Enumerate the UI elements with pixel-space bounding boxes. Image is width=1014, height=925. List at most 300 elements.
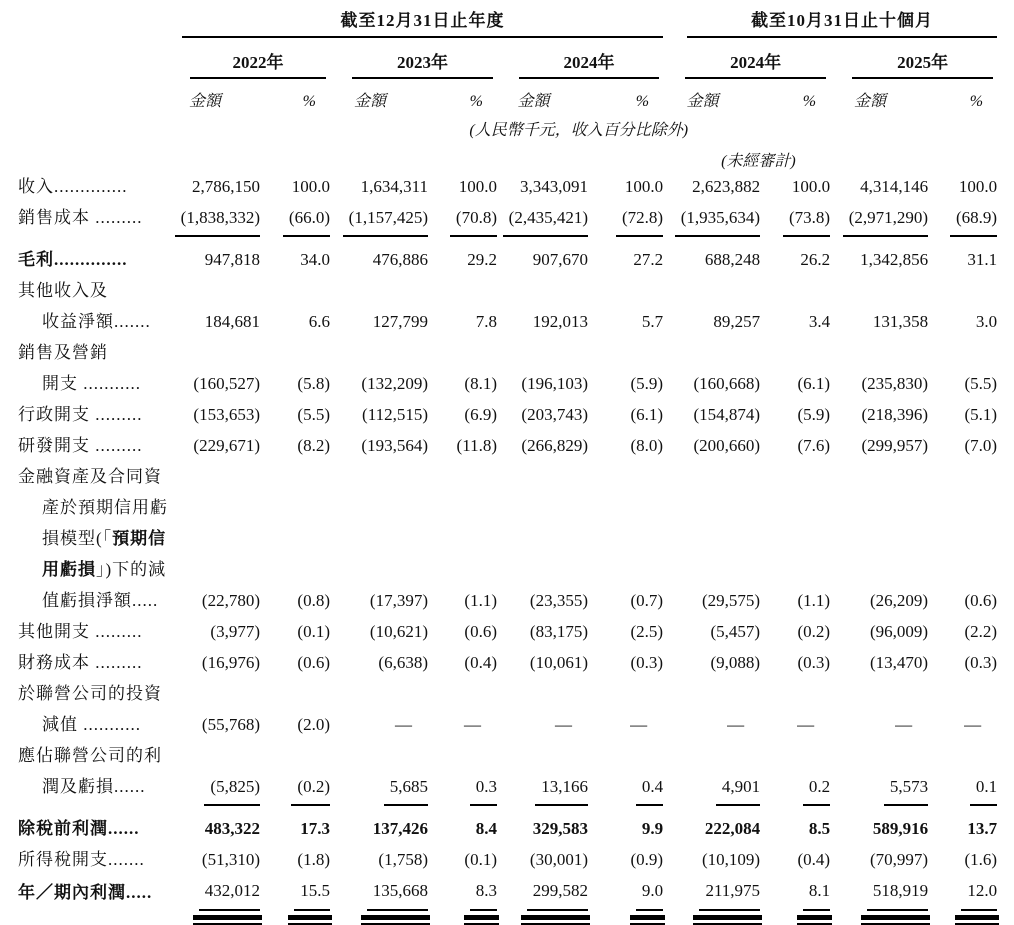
value-cell [928, 430, 997, 461]
value-cell [168, 202, 260, 237]
value: (1,935,634) [675, 202, 760, 237]
value: (96,009) [869, 622, 929, 641]
value-cell [663, 806, 760, 844]
value: (6,638) [378, 653, 428, 672]
value-cell [168, 275, 260, 337]
value: (72.8) [616, 202, 663, 237]
value-cell [497, 875, 588, 925]
value: 3.0 [975, 312, 998, 331]
value-cell [497, 399, 588, 430]
value: (0.4) [464, 653, 497, 672]
row-label-line: 產於預期信用虧 [42, 498, 168, 517]
value-cell [663, 275, 760, 337]
value-cell [330, 740, 428, 806]
value: (153,653) [193, 405, 260, 424]
year-label: 2024年 [519, 38, 659, 79]
value: (0.6) [964, 591, 998, 610]
row-label-line: 應佔聯營公司的利 [18, 746, 162, 765]
percent-column-header: % [469, 93, 483, 110]
value: 1,634,311 [360, 177, 428, 196]
value-cell [330, 275, 428, 337]
value-cell [588, 171, 663, 202]
row-label-line: 銷售成本 ......... [18, 208, 143, 227]
value-cell [330, 337, 428, 399]
value: 907,670 [532, 250, 588, 269]
value: (68.9) [950, 202, 997, 237]
value: (0.1) [464, 850, 497, 869]
value-cell [497, 202, 588, 237]
value-cell [928, 399, 997, 430]
value: (0.4) [797, 850, 831, 869]
row-label-line: 財務成本 ......... [18, 653, 143, 672]
value-cell [588, 740, 663, 806]
value: 5,685 [384, 771, 428, 806]
value: 222,084 [704, 819, 761, 838]
table-row [0, 616, 997, 647]
value: 100.0 [291, 177, 330, 196]
value: 184,681 [204, 312, 260, 331]
row-label-line: 其他收入及 [18, 281, 108, 300]
value: (0.3) [964, 653, 998, 672]
value: (7.6) [797, 436, 831, 455]
value: 476,886 [372, 250, 428, 269]
value: 89,257 [713, 312, 761, 331]
year-header [663, 38, 830, 79]
value-cell [260, 399, 330, 430]
value-cell [663, 202, 760, 237]
value-cell [663, 461, 760, 616]
value-cell [830, 399, 928, 430]
value-cell [168, 171, 260, 202]
amount-column-header: 金額 [188, 93, 221, 110]
value: 589,916 [872, 819, 929, 838]
value-cell [830, 740, 928, 806]
value: 483,322 [204, 819, 260, 838]
value-cell [428, 875, 497, 925]
value-cell [168, 616, 260, 647]
value: (229,671) [193, 436, 260, 455]
total-value [294, 875, 330, 925]
row-label [0, 616, 168, 647]
group-header-ten-months [663, 6, 997, 38]
value-cell [168, 844, 260, 875]
value: (0.2) [797, 622, 831, 641]
value: 100.0 [624, 177, 664, 196]
unaudited-note-cell [663, 140, 997, 171]
row-label-line: 潤及虧損...... [42, 777, 146, 796]
table-row [0, 740, 997, 806]
value: (2.0) [297, 715, 330, 734]
value-cell [588, 237, 663, 275]
value-cell [663, 844, 760, 875]
value: (5.8) [297, 374, 330, 393]
value-cell [588, 875, 663, 925]
value: (200,660) [693, 436, 761, 455]
value: (7.0) [964, 436, 998, 455]
value-cell [168, 430, 260, 461]
header-spacer [0, 6, 168, 38]
value: (83,175) [529, 622, 588, 641]
value-cell [260, 806, 330, 844]
row-label-line: 金融資產及合同資 [18, 467, 162, 486]
value: 131,358 [872, 312, 929, 331]
value: 4,901 [716, 771, 760, 806]
percent-column-header: % [635, 93, 650, 110]
value-cell [260, 275, 330, 337]
row-label-line: 收入.............. [18, 177, 128, 196]
value: 29.2 [467, 250, 497, 269]
value: (66.0) [283, 202, 330, 237]
value: (266,829) [521, 436, 588, 455]
value-cell [760, 202, 830, 237]
table-row [0, 430, 997, 461]
value: 211,975 [699, 875, 760, 911]
value: (235,830) [861, 374, 929, 393]
value: (23,355) [529, 591, 588, 610]
row-label-line: 用虧損」)下的減 [42, 560, 167, 579]
row-label-line: 除稅前利潤...... [18, 819, 140, 838]
value-cell [760, 275, 830, 337]
value: (0.6) [297, 653, 330, 672]
value-cell [588, 616, 663, 647]
value: (160,668) [693, 374, 761, 393]
value-cell [260, 337, 330, 399]
value: (6.1) [797, 374, 831, 393]
value-cell [760, 430, 830, 461]
value-cell [497, 740, 588, 806]
nil-dash: — [797, 715, 815, 734]
row-label [0, 275, 168, 337]
header-spacer [0, 140, 663, 171]
value: 31.1 [967, 250, 998, 269]
table-row [0, 399, 997, 430]
value: 947,818 [204, 250, 260, 269]
value-cell [260, 647, 330, 678]
value-cell [588, 399, 663, 430]
value-cell [428, 202, 497, 237]
value-cell [588, 806, 663, 844]
value-cell [588, 844, 663, 875]
value: 0.3 [470, 771, 497, 806]
row-label-line: 收益淨額....... [42, 312, 151, 331]
value: (9,088) [710, 653, 761, 672]
value-cell [168, 678, 260, 740]
value: (3,977) [210, 622, 260, 641]
value: 3.4 [808, 312, 831, 331]
value-cell [663, 337, 760, 399]
value: (29,575) [701, 591, 761, 610]
header-row-years [0, 38, 997, 79]
value-cell [330, 678, 428, 740]
value-cell [760, 399, 830, 430]
value-cell [830, 844, 928, 875]
row-label [0, 430, 168, 461]
nil-dash: — [464, 715, 481, 734]
value: (5,457) [710, 622, 761, 641]
row-label [0, 844, 168, 875]
value: 518,919 [867, 875, 928, 911]
row-label-line: 損模型(「預期信 [42, 529, 167, 548]
table-body [0, 171, 997, 925]
year-label: 2023年 [352, 38, 493, 79]
value-cell [330, 616, 428, 647]
row-label-line: 其他開支 ......... [18, 622, 143, 641]
value-cell [428, 844, 497, 875]
value-cell [928, 740, 997, 806]
value: (73.8) [783, 202, 830, 237]
total-value [367, 875, 428, 925]
value: (5.1) [964, 405, 998, 424]
header-row-note [0, 111, 997, 140]
value-cell [830, 647, 928, 678]
value: (0.7) [630, 591, 664, 610]
value-cell [497, 678, 588, 740]
value-cell [830, 875, 928, 925]
value-cell [168, 806, 260, 844]
value: 8.1 [803, 875, 830, 911]
value-cell [168, 237, 260, 275]
table-row [0, 806, 997, 844]
value-cell [497, 806, 588, 844]
year-header [497, 38, 663, 79]
value: (132,209) [361, 374, 428, 393]
value: (299,957) [861, 436, 929, 455]
percent-column-header: % [802, 93, 817, 110]
row-label [0, 461, 168, 616]
value-cell [330, 430, 428, 461]
year-label: 2022年 [190, 38, 326, 79]
total-value [636, 875, 663, 925]
value-cell [330, 171, 428, 202]
value: 100.0 [458, 177, 497, 196]
percent-column-header: % [302, 93, 316, 110]
value: 8.5 [808, 819, 831, 838]
value-cell [663, 875, 760, 925]
value-cell [497, 616, 588, 647]
value: (0.6) [464, 622, 497, 641]
value-cell [428, 275, 497, 337]
value: (2.5) [630, 622, 664, 641]
value: 9.9 [641, 819, 664, 838]
value-cell [830, 202, 928, 237]
value: 4,314,146 [860, 177, 929, 196]
value-cell [260, 740, 330, 806]
value-cell [428, 430, 497, 461]
nil-dash: — [555, 715, 572, 734]
value: (5.9) [797, 405, 831, 424]
year-label: 2024年 [685, 38, 826, 79]
header-row-unaudited [0, 140, 997, 171]
value-cell [663, 647, 760, 678]
value-cell [330, 237, 428, 275]
value-cell [928, 875, 997, 925]
value-cell [168, 399, 260, 430]
value-cell [830, 461, 928, 616]
value: (51,310) [201, 850, 260, 869]
nil-dash: — [395, 715, 412, 734]
value: (2,971,290) [843, 202, 928, 237]
amount-column-header: 金額 [517, 93, 550, 110]
value: (203,743) [521, 405, 588, 424]
nil-dash: — [727, 715, 745, 734]
value-cell [497, 461, 588, 616]
year-header [330, 38, 497, 79]
value: 127,799 [372, 312, 428, 331]
value: (1.1) [464, 591, 497, 610]
value-cell [260, 461, 330, 616]
value-cell [168, 647, 260, 678]
value: (2.2) [964, 622, 998, 641]
value: (0.3) [797, 653, 831, 672]
row-label [0, 875, 168, 925]
value: (16,976) [201, 653, 260, 672]
row-label-line: 研發開支 ......... [18, 436, 143, 455]
value: 12.0 [961, 875, 997, 911]
value-cell [928, 202, 997, 237]
financial-table [0, 6, 997, 925]
value: 192,013 [532, 312, 588, 331]
value: 8.4 [475, 819, 497, 838]
group-title: 截至12月31日止年度 [182, 6, 663, 38]
value-cell [260, 678, 330, 740]
value-cell [830, 430, 928, 461]
value: 329,583 [532, 819, 588, 838]
value: 0.2 [803, 771, 830, 806]
value-cell [928, 806, 997, 844]
value-cell [330, 875, 428, 925]
value-cell [663, 237, 760, 275]
table-row [0, 337, 997, 399]
value-cell [168, 461, 260, 616]
value: 137,426 [372, 819, 428, 838]
value: 100.0 [791, 177, 831, 196]
value: (8.2) [297, 436, 330, 455]
row-label-line: 值虧損淨額..... [42, 591, 159, 610]
value: 5,573 [884, 771, 928, 806]
value-cell [928, 844, 997, 875]
value: (22,780) [201, 591, 260, 610]
table-row [0, 678, 997, 740]
value: (30,001) [529, 850, 588, 869]
table-header [0, 6, 997, 171]
value-cell [428, 806, 497, 844]
row-label [0, 399, 168, 430]
percent-column-header: % [969, 93, 984, 110]
value: 13.7 [967, 819, 998, 838]
value-cell [588, 647, 663, 678]
value-cell [588, 678, 663, 740]
row-label-line: 所得稅開支....... [18, 850, 145, 869]
value: (70,997) [869, 850, 929, 869]
value-cell [428, 171, 497, 202]
total-value [470, 875, 497, 925]
total-value [803, 875, 830, 925]
value-cell [168, 875, 260, 925]
value: (17,397) [369, 591, 428, 610]
year-header [168, 38, 330, 79]
value-cell [830, 806, 928, 844]
value-cell [588, 430, 663, 461]
value: (70.8) [450, 202, 497, 237]
value-cell [663, 171, 760, 202]
value-cell [260, 237, 330, 275]
value-cell [588, 337, 663, 399]
value-cell [928, 237, 997, 275]
unaudited-note: (未經審計) [721, 153, 796, 170]
value: 15.5 [294, 875, 330, 911]
total-value [961, 875, 997, 925]
value: (0.1) [297, 622, 330, 641]
value-cell [260, 616, 330, 647]
value: (1,157,425) [343, 202, 428, 237]
value: 0.1 [970, 771, 997, 806]
value: 9.0 [636, 875, 663, 911]
value: (0.2) [291, 771, 330, 806]
value-cell [428, 237, 497, 275]
row-label [0, 678, 168, 740]
value: (193,564) [361, 436, 428, 455]
value: (160,527) [193, 374, 260, 393]
value: 13,166 [535, 771, 588, 806]
value-cell [497, 430, 588, 461]
row-label [0, 806, 168, 844]
value-cell [428, 647, 497, 678]
value-cell [260, 844, 330, 875]
value: (10,621) [369, 622, 428, 641]
value-cell [260, 430, 330, 461]
value-cell [928, 171, 997, 202]
table-row [0, 461, 997, 616]
nil-dash: — [964, 715, 982, 734]
value: 688,248 [704, 250, 761, 269]
value-cell [330, 461, 428, 616]
value-cell [760, 844, 830, 875]
value-cell [760, 647, 830, 678]
value-cell [663, 430, 760, 461]
row-label [0, 337, 168, 399]
value: 2,623,882 [692, 177, 761, 196]
value: (6.9) [464, 405, 497, 424]
amount-column-header: 金額 [854, 93, 887, 110]
currency-note: (人民幣千元，收入百分比除外) [469, 122, 689, 139]
value-cell [428, 616, 497, 647]
value-cell [260, 202, 330, 237]
row-label-line: 毛利.............. [18, 250, 128, 269]
total-value [867, 875, 928, 925]
value-cell [330, 202, 428, 237]
value: (5.9) [630, 374, 664, 393]
value: (0.8) [297, 591, 330, 610]
value: (8.1) [464, 374, 497, 393]
header-spacer [0, 38, 168, 79]
value: (5.5) [964, 374, 998, 393]
value-cell [497, 647, 588, 678]
value-cell [760, 740, 830, 806]
table-row [0, 275, 997, 337]
value: (8.0) [630, 436, 664, 455]
value-cell [830, 237, 928, 275]
header-spacer [663, 111, 997, 140]
row-label-line: 於聯營公司的投資 [18, 684, 162, 703]
amount-column-header: 金額 [353, 93, 386, 110]
value-cell [260, 171, 330, 202]
table-row [0, 202, 997, 237]
total-value [699, 875, 760, 925]
value-cell [428, 740, 497, 806]
value: 6.6 [308, 312, 330, 331]
value: (5.5) [297, 405, 330, 424]
value-cell [428, 461, 497, 616]
